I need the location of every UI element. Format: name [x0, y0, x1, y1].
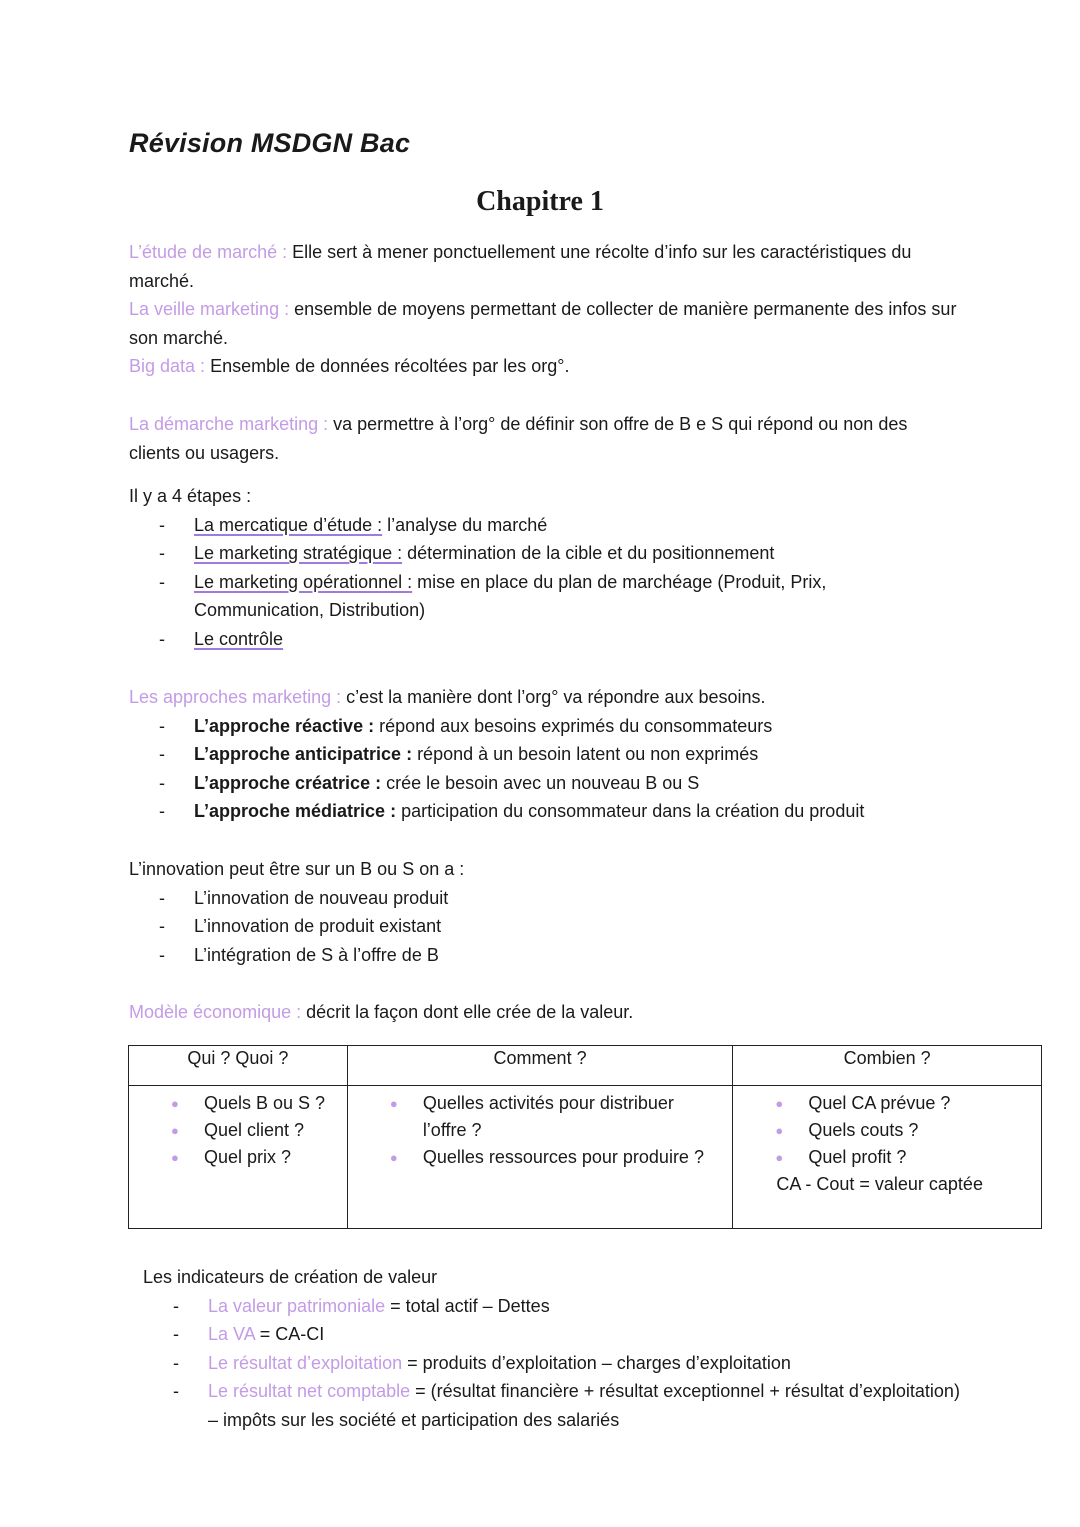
approche-text: participation du consommateur dans la création du produit — [396, 801, 865, 822]
indicateur-text: = produits d’exploitation – charges d’exploitation — [402, 1352, 791, 1373]
list-item: - L’intégration de S à l’offre de B — [129, 941, 959, 970]
list-item — [129, 625, 959, 654]
list-item: - L’innovation de produit existant — [129, 912, 959, 941]
innovation-list — [129, 884, 959, 970]
etape-text: mise en place du plan de marchéage (Produit, Prix, Communication, Distribution) — [194, 571, 827, 621]
definition-term: Big data : — [129, 356, 206, 377]
list-item: ● Quel client ? — [139, 1117, 337, 1144]
indicateur-term: La VA — [208, 1324, 255, 1345]
definitions-block — [129, 238, 959, 381]
etapes-block — [129, 482, 959, 654]
etape-text: l’analyse du marché — [382, 514, 548, 535]
etape-label: Le marketing stratégique : — [194, 543, 403, 564]
list-item — [129, 511, 959, 540]
list-item — [143, 1349, 973, 1378]
approche-text: répond aux besoins exprimés du consommateurs — [374, 715, 773, 736]
list-item — [143, 1377, 973, 1434]
indicateur-term: Le résultat d’exploitation — [208, 1352, 403, 1373]
list-item — [129, 568, 959, 625]
list-item — [129, 797, 959, 826]
list-item — [129, 769, 959, 798]
cell-list — [139, 1090, 337, 1171]
etape-label: La mercatique d’étude : — [194, 514, 383, 535]
list-item: - L’innovation de nouveau produit — [129, 884, 959, 913]
etape-label: Le marketing opérationnel : — [194, 571, 413, 592]
list-item: ● Quelles activités pour distribuer l’offre ? — [358, 1090, 723, 1144]
approches-text: c’est la manière dont l’org° va répondre aux besoins. — [341, 687, 766, 707]
innovation-intro: L’innovation peut être sur un B ou S on a : — [129, 859, 465, 879]
table-row — [129, 1086, 1042, 1229]
table-cell-qui-quoi — [129, 1086, 348, 1229]
approche-text: crée le besoin avec un nouveau B ou S — [381, 772, 700, 793]
etape-text: détermination de la cible et du positionnement — [402, 543, 775, 564]
definition-term: La veille marketing : — [129, 299, 290, 320]
table-header-cell: Qui ? Quoi ? — [129, 1046, 348, 1086]
etapes-list — [129, 511, 959, 654]
indicateurs-list — [143, 1292, 973, 1435]
indicateur-term: La valeur patrimoniale — [208, 1295, 386, 1316]
indicateur-text: = total actif – Dettes — [385, 1295, 550, 1316]
list-item: ● Quel prix ? — [139, 1144, 337, 1171]
table-header-row — [129, 1046, 1042, 1086]
definition-text: ensemble de moyens permettant de collecter de manière permanente des infos sur son marché. — [129, 299, 957, 348]
definition-big-data — [129, 352, 959, 381]
demarche-text: va permettre à l’org° de définir son offre de B e S qui répond ou non des clients ou usagers. — [129, 414, 908, 463]
indicateurs-intro: Les indicateurs de création de valeur — [143, 1267, 438, 1287]
list-item: ● Quel profit ? — [743, 1144, 1031, 1171]
approches-list — [129, 712, 959, 826]
list-item: ● Quels B ou S ? — [139, 1090, 337, 1117]
indicateur-text: = (résultat financière + résultat exceptionnel + résultat d’exploitation) – impôts sur les société et participation des salariés — [208, 1381, 960, 1430]
list-item — [129, 740, 959, 769]
chapter-heading: Chapitre 1 — [476, 186, 604, 217]
modele-text: décrit la façon dont elle crée de la valeur. — [301, 1002, 634, 1022]
etape-label: Le contrôle — [194, 628, 284, 649]
cell-list — [358, 1090, 723, 1171]
approche-label: L’approche créatrice : — [194, 772, 382, 793]
approche-label: L’approche réactive : — [194, 715, 375, 736]
modele-term: Modèle économique : — [129, 1002, 302, 1022]
table-cell-comment — [347, 1086, 733, 1229]
approches-heading — [129, 683, 959, 712]
definition-text: Elle sert à mener ponctuellement une récolte d’info sur les caractéristiques du marché. — [129, 242, 912, 291]
indicateur-term: Le résultat net comptable — [208, 1381, 411, 1402]
approche-label: L’approche médiatrice : — [194, 801, 397, 822]
approches-term: Les approches marketing : — [129, 687, 342, 707]
definition-term: L’étude de marché : — [129, 242, 288, 262]
indicateurs-block — [143, 1263, 973, 1435]
definition-etude-marche — [129, 238, 959, 295]
approches-block — [129, 683, 959, 826]
demarche-block — [129, 410, 959, 467]
valeur-captee-formula: CA - Cout = valeur captée — [776, 1174, 983, 1194]
table-cell-combien — [733, 1086, 1042, 1229]
definition-text: Ensemble de données récoltées par les org°. — [205, 356, 570, 377]
list-item — [143, 1292, 973, 1321]
list-item — [143, 1320, 973, 1349]
modele-block — [129, 998, 959, 1027]
cell-list — [743, 1090, 1031, 1171]
list-item: ● Quel CA prévue ? — [743, 1090, 1031, 1117]
innovation-block — [129, 855, 959, 969]
list-item: ● Quelles ressources pour produire ? — [358, 1144, 723, 1171]
modele-economique-table — [128, 1045, 1042, 1229]
demarche-term: La démarche marketing : — [129, 414, 329, 434]
table-header-cell: Comment ? — [347, 1046, 733, 1086]
approche-label: L’approche anticipatrice : — [194, 744, 413, 765]
list-item — [129, 712, 959, 741]
definition-veille-marketing — [129, 295, 959, 352]
approche-text: répond à un besoin latent ou non exprimés — [412, 744, 759, 765]
etapes-intro: Il y a 4 étapes : — [129, 486, 252, 506]
page-title: Révision MSDGN Bac — [129, 128, 411, 158]
list-item — [129, 539, 959, 568]
indicateur-text: = CA-CI — [254, 1324, 325, 1345]
list-item: ● Quels couts ? — [743, 1117, 1031, 1144]
table-header-cell: Combien ? — [733, 1046, 1042, 1086]
